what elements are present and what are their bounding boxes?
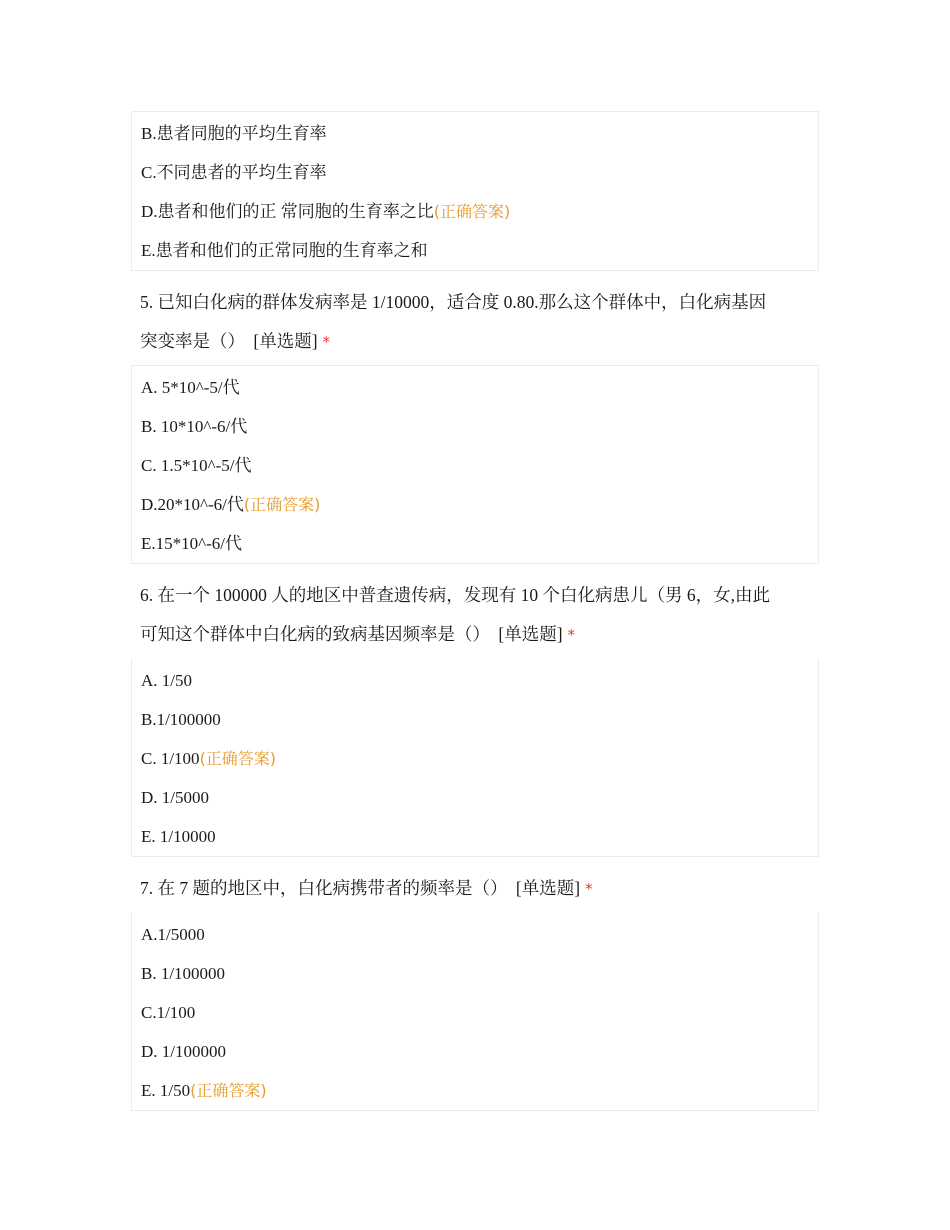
q7-option-a[interactable]: A.1/5000	[141, 925, 205, 944]
q7-options	[131, 912, 819, 1111]
q7-title-line1: 7. 在 7 题的地区中，白化病携带者的频率是（） [单选题] *	[140, 878, 593, 898]
q7-option-c[interactable]: C.1/100	[141, 1003, 196, 1022]
q5-options	[131, 365, 819, 564]
q6-option-d[interactable]: D. 1/5000	[141, 788, 209, 807]
q7-option-d[interactable]: D. 1/100000	[141, 1042, 226, 1061]
q4-option-e[interactable]: E.患者和他们的正常同胞的生育率之和	[141, 241, 428, 260]
q5-option-d[interactable]: D.20*10^-6/代(正确答案)	[141, 495, 321, 514]
q5-title-line2: 突变率是（） [单选题] *	[140, 331, 331, 351]
correct-answer-tag: (正确答案)	[243, 495, 321, 514]
q6-options	[131, 658, 819, 857]
q5-title	[131, 271, 819, 365]
q5-option-e[interactable]: E.15*10^-6/代	[141, 534, 242, 553]
correct-answer-tag: (正确答案)	[199, 749, 277, 768]
q4-option-d[interactable]: D.患者和他们的正 常同胞的生育率之比(正确答案)	[141, 202, 511, 221]
question-type-label: [单选题]	[515, 878, 581, 898]
q6-option-a[interactable]: A. 1/50	[141, 671, 192, 690]
correct-answer-tag: (正确答案)	[190, 1081, 267, 1100]
q5-option-a[interactable]: A. 5*10^-5/代	[141, 378, 240, 397]
q6-option-c[interactable]: C. 1/100(正确答案)	[141, 749, 277, 768]
survey-page	[131, 111, 819, 1111]
q7-title	[131, 857, 819, 912]
q5-title-line1: 5. 已知白化病的群体发病率是 1/10000，适合度 0.80.那么这个群体中，白化病基因	[140, 292, 767, 312]
q5-option-c[interactable]: C. 1.5*10^-5/代	[141, 456, 252, 475]
q4-option-b[interactable]: B.患者同胞的平均生育率	[141, 124, 327, 143]
required-star: *	[322, 333, 331, 351]
q6-title	[131, 564, 819, 658]
question-type-label: [单选题]	[253, 331, 318, 351]
q6-title-line2: 可知这个群体中白化病的致病基因频率是（） [单选题] *	[140, 624, 576, 644]
q6-title-line1: 6. 在一个 100000 人的地区中普查遗传病，发现有 10 个白化病患儿（男 6，女,由此	[140, 585, 770, 605]
q5-option-b[interactable]: B. 10*10^-6/代	[141, 417, 248, 436]
correct-answer-tag: (正确答案)	[433, 202, 511, 221]
question-type-label: [单选题]	[498, 624, 563, 644]
q7-option-b[interactable]: B. 1/100000	[141, 964, 226, 983]
required-star: *	[567, 626, 576, 644]
q4-options	[131, 111, 819, 271]
q7-option-e[interactable]: E. 1/50(正确答案)	[141, 1081, 267, 1100]
q4-option-c[interactable]: C.不同患者的平均生育率	[141, 163, 327, 182]
required-star: *	[585, 880, 593, 898]
q6-option-b[interactable]: B.1/100000	[141, 710, 221, 729]
q6-option-e[interactable]: E. 1/10000	[141, 827, 216, 846]
